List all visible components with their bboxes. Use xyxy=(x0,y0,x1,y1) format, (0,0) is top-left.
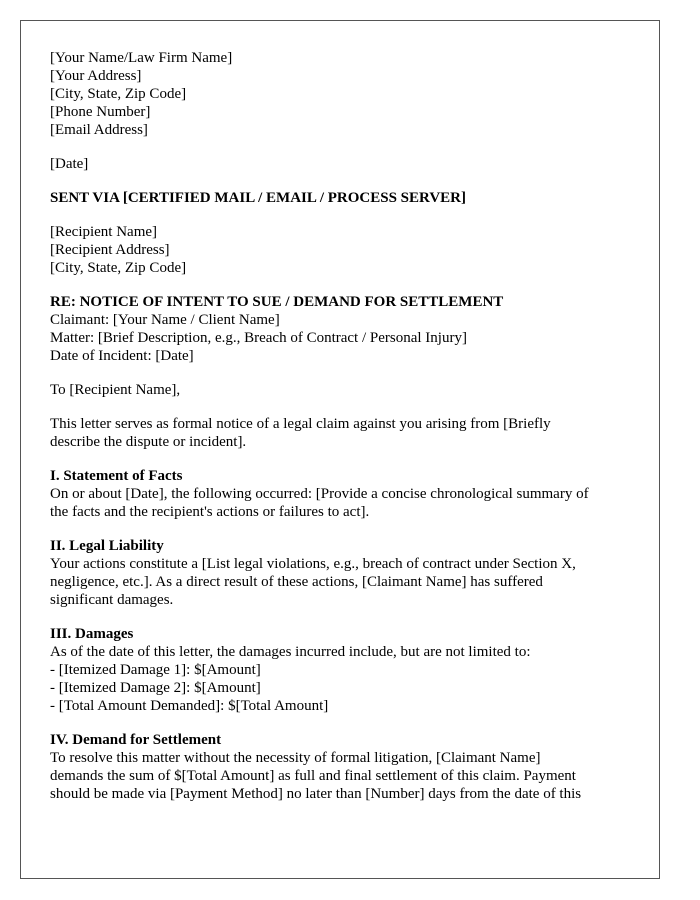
section-line: Your actions constitute a [List legal violations, e.g., breach of contract under Section X, xyxy=(50,556,576,572)
section-heading: I. Statement of Facts xyxy=(50,468,183,484)
section-line: negligence, etc.]. As a direct result of these actions, [Claimant Name] has suffered xyxy=(50,574,543,590)
sender-email: [Email Address] xyxy=(50,122,148,138)
re-claimant: Claimant: [Your Name / Client Name] xyxy=(50,312,280,328)
section-line: significant damages. xyxy=(50,592,174,608)
letter-page xyxy=(20,20,660,879)
intro-line: This letter serves as formal notice of a legal claim against you arising from [Briefly xyxy=(50,416,551,432)
section-line: To resolve this matter without the necessity of formal litigation, [Claimant Name] xyxy=(50,750,541,766)
re-matter: Matter: [Brief Description, e.g., Breach of Contract / Personal Injury] xyxy=(50,330,467,346)
re-block xyxy=(50,293,640,365)
delivery-method: SENT VIA [CERTIFIED MAIL / EMAIL / PROCESS SERVER] xyxy=(50,190,466,206)
section-damages xyxy=(50,625,640,715)
section-heading: III. Damages xyxy=(50,626,134,642)
salutation: To [Recipient Name], xyxy=(50,382,181,398)
section-settlement xyxy=(50,731,640,803)
re-incident-date: Date of Incident: [Date] xyxy=(50,348,194,364)
recipient-block xyxy=(50,223,640,277)
damage-item: - [Itemized Damage 1]: $[Amount] xyxy=(50,662,261,678)
letter-body xyxy=(50,49,640,803)
section-line: demands the sum of $[Total Amount] as full and final settlement of this claim. Payment xyxy=(50,768,576,784)
section-heading: IV. Demand for Settlement xyxy=(50,732,222,748)
recipient-address: [Recipient Address] xyxy=(50,242,170,258)
recipient-name: [Recipient Name] xyxy=(50,224,158,240)
intro-line: describe the dispute or incident]. xyxy=(50,434,247,450)
section-heading: II. Legal Liability xyxy=(50,538,164,554)
section-line: On or about [Date], the following occurred: [Provide a concise chronological summary of xyxy=(50,486,589,502)
sender-name: [Your Name/Law Firm Name] xyxy=(50,50,233,66)
damage-total: - [Total Amount Demanded]: $[Total Amount] xyxy=(50,698,329,714)
intro-paragraph xyxy=(50,415,640,451)
section-liability xyxy=(50,537,640,609)
re-heading: RE: NOTICE OF INTENT TO SUE / DEMAND FOR SETTLEMENT xyxy=(50,294,504,310)
section-line: the facts and the recipient's actions or failures to act]. xyxy=(50,504,370,520)
damage-item: - [Itemized Damage 2]: $[Amount] xyxy=(50,680,261,696)
letter-date: [Date] xyxy=(50,156,89,172)
sender-city-state-zip: [City, State, Zip Code] xyxy=(50,86,187,102)
sender-phone: [Phone Number] xyxy=(50,104,151,120)
sender-block xyxy=(50,49,640,139)
section-line: As of the date of this letter, the damages incurred include, but are not limited to: xyxy=(50,644,531,660)
sender-address: [Your Address] xyxy=(50,68,142,84)
section-facts xyxy=(50,467,640,521)
section-line: should be made via [Payment Method] no later than [Number] days from the date of this xyxy=(50,786,582,802)
recipient-city-state-zip: [City, State, Zip Code] xyxy=(50,260,187,276)
